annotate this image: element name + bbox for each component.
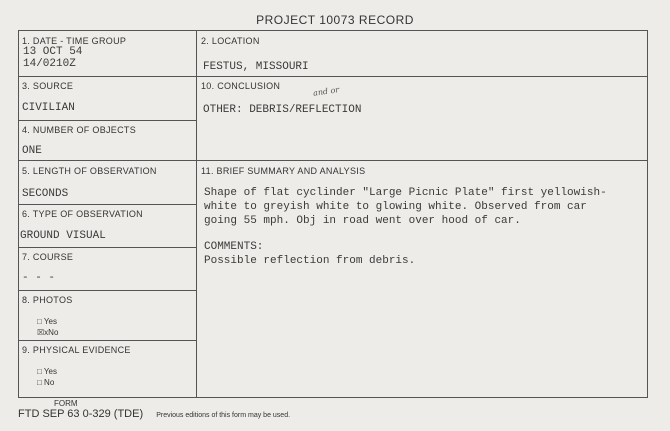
time-value: 14/0210Z: [23, 58, 76, 70]
length-of-observation-value: SECONDS: [22, 188, 69, 200]
previous-editions-note: Previous editions of this form may be used.: [156, 412, 291, 419]
location-label: 2. LOCATION: [201, 36, 260, 46]
source-value: CIVILIAN: [22, 102, 75, 114]
summary-line: white to greyish white to glowing white. Observed from car: [204, 201, 587, 213]
physical-evidence-yes-checkbox: □ Yes: [37, 367, 57, 376]
photos-label: 8. PHOTOS: [22, 295, 73, 305]
form-id: FTD SEP 63 0-329 (TDE): [18, 408, 144, 420]
row-divider: [19, 340, 197, 341]
record-form: [18, 30, 648, 398]
date-time-group-label: 1. DATE - TIME GROUP: [22, 36, 127, 46]
number-of-objects-value: ONE: [22, 145, 42, 157]
summary-line: Shape of flat cyclinder "Large Picnic Plate" first yellowish-: [204, 187, 607, 199]
comments-text: Possible reflection from debris.: [204, 255, 416, 267]
form-word: FORM: [54, 399, 78, 408]
row-divider: [19, 290, 197, 291]
date-value: 13 OCT 54: [23, 46, 83, 58]
row-divider: [19, 160, 647, 161]
summary-text: [204, 186, 607, 268]
form-footer: [18, 408, 290, 420]
course-label: 7. COURSE: [22, 252, 74, 262]
course-value: - - -: [22, 272, 56, 284]
row-divider: [19, 120, 197, 121]
type-of-observation-label: 6. TYPE OF OBSERVATION: [22, 209, 143, 219]
number-of-objects-label: 4. NUMBER OF OBJECTS: [22, 125, 137, 135]
row-divider: [19, 247, 197, 248]
row-divider: [19, 76, 647, 77]
length-of-observation-label: 5. LENGTH OF OBSERVATION: [22, 166, 157, 176]
comments-label: COMMENTS:: [204, 241, 264, 253]
photos-yes-checkbox: □ Yes: [37, 317, 57, 326]
page-title: PROJECT 10073 RECORD: [256, 13, 414, 27]
source-label: 3. SOURCE: [22, 81, 74, 91]
column-divider: [196, 31, 197, 397]
physical-evidence-label: 9. PHYSICAL EVIDENCE: [22, 345, 131, 355]
type-of-observation-value: GROUND VISUAL: [20, 230, 106, 242]
photos-no-checkbox: ☒xNo: [37, 328, 59, 337]
physical-evidence-no-checkbox: □ No: [37, 378, 55, 387]
summary-line: going 55 mph. Obj in road went over hood of car.: [204, 215, 521, 227]
row-divider: [19, 204, 197, 205]
conclusion-value: OTHER: DEBRIS/REFLECTION: [203, 104, 362, 116]
summary-label: 11. BRIEF SUMMARY AND ANALYSIS: [201, 166, 366, 176]
handwritten-note: and or: [312, 85, 340, 98]
location-value: FESTUS, MISSOURI: [203, 61, 309, 73]
conclusion-label: 10. CONCLUSION: [201, 81, 281, 91]
